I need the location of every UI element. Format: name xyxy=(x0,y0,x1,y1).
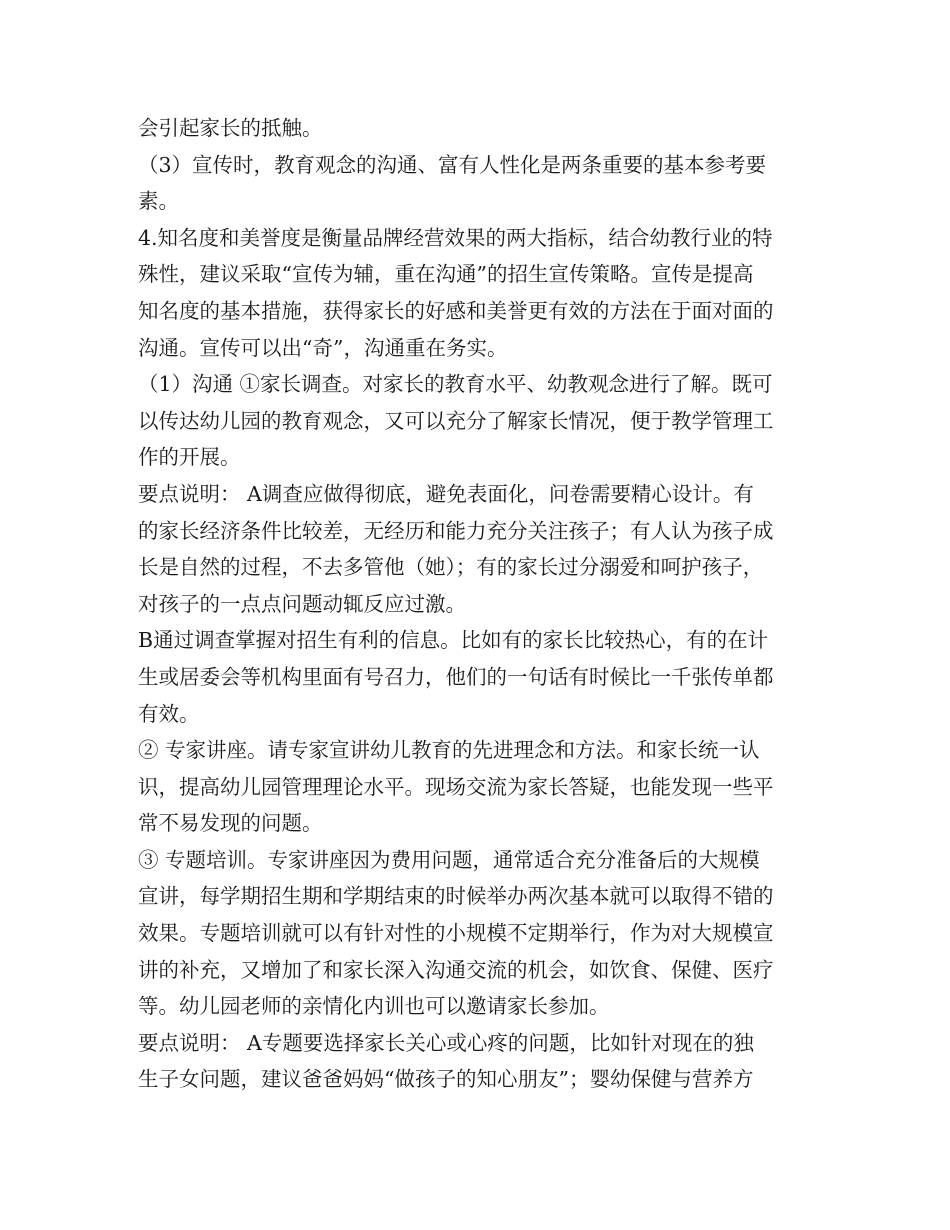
text-line: B通过调查掌握对招生有利的信息。比如有的家长比较热心，有的在计 xyxy=(138,628,769,653)
text-line: 4.知名度和美誉度是衡量品牌经营效果的两大指标，结合幼教行业的特 xyxy=(138,225,773,250)
text-line: 殊性，建议采取“宣传为辅，重在沟通”的招生宣传策略。宣传是提高 xyxy=(138,262,754,287)
text-line: 沟通。宣传可以出“奇”，沟通重在务实。 xyxy=(138,335,508,360)
text-line: 要点说明： A专题要选择家长关心或心疼的问题，比如针对现在的独 xyxy=(138,1030,754,1055)
text-line: 会引起家长的抵触。 xyxy=(138,116,323,140)
text-line: 知名度的基本措施，获得家长的好感和美誉更有效的方法在于面对面的 xyxy=(138,298,774,323)
text-line: 等。幼儿园老师的亲情化内训也可以邀请家长参加。 xyxy=(138,994,610,1019)
text-line: ② 专家讲座。请专家宣讲幼儿教育的先进理念和方法。和家长统一认 xyxy=(138,738,760,763)
text-line: 效果。专题培训就可以有针对性的小规模不定期举行，作为对大规模宣 xyxy=(138,921,774,946)
body-text xyxy=(138,110,818,1098)
text-line: 对孩子的一点点问题动辄反应过激。 xyxy=(138,591,466,616)
text-line: 素。 xyxy=(138,189,179,214)
text-line: 以传达幼儿园的教育观念，又可以充分了解家长情况，便于教学管理工 xyxy=(138,408,774,433)
text-line: （1）沟通 ①家长调查。对家长的教育水平、幼教观念进行了解。既可 xyxy=(138,372,773,397)
text-line: 识，提高幼儿园管理理论水平。现场交流为家长答疑，也能发现一些平 xyxy=(138,774,774,799)
text-line: 有效。 xyxy=(138,701,200,726)
text-line: 讲的补充，又增加了和家长深入沟通交流的机会，如饮食、保健、医疗 xyxy=(138,957,774,982)
text-line: 生子女问题，建议爸爸妈妈“做孩子的知心朋友”；婴幼保健与营养方 xyxy=(138,1067,754,1092)
text-line: 作的开展。 xyxy=(138,445,241,470)
text-line: 宣讲，每学期招生期和学期结束的时候举办两次基本就可以取得不错的 xyxy=(138,884,774,909)
text-line: ③ 专题培训。专家讲座因为费用问题，通常适合充分准备后的大规模 xyxy=(138,847,760,872)
text-line: 要点说明： A调查应做得彻底，避免表面化，问卷需要精心设计。有 xyxy=(138,481,754,506)
text-line: 长是自然的过程，不去多管他（她）；有的家长过分溺爱和呵护孩子， xyxy=(138,555,764,580)
text-line: 常不易发现的问题。 xyxy=(138,811,323,836)
text-line: 生或居委会等机构里面有号召力，他们的一句话有时候比一千张传单都 xyxy=(138,664,774,689)
text-line: （3）宣传时，教育观念的沟通、富有人性化是两条重要的基本参考要 xyxy=(138,152,767,177)
text-line: 的家长经济条件比较差，无经历和能力充分关注孩子；有人认为孩子成 xyxy=(138,518,774,543)
